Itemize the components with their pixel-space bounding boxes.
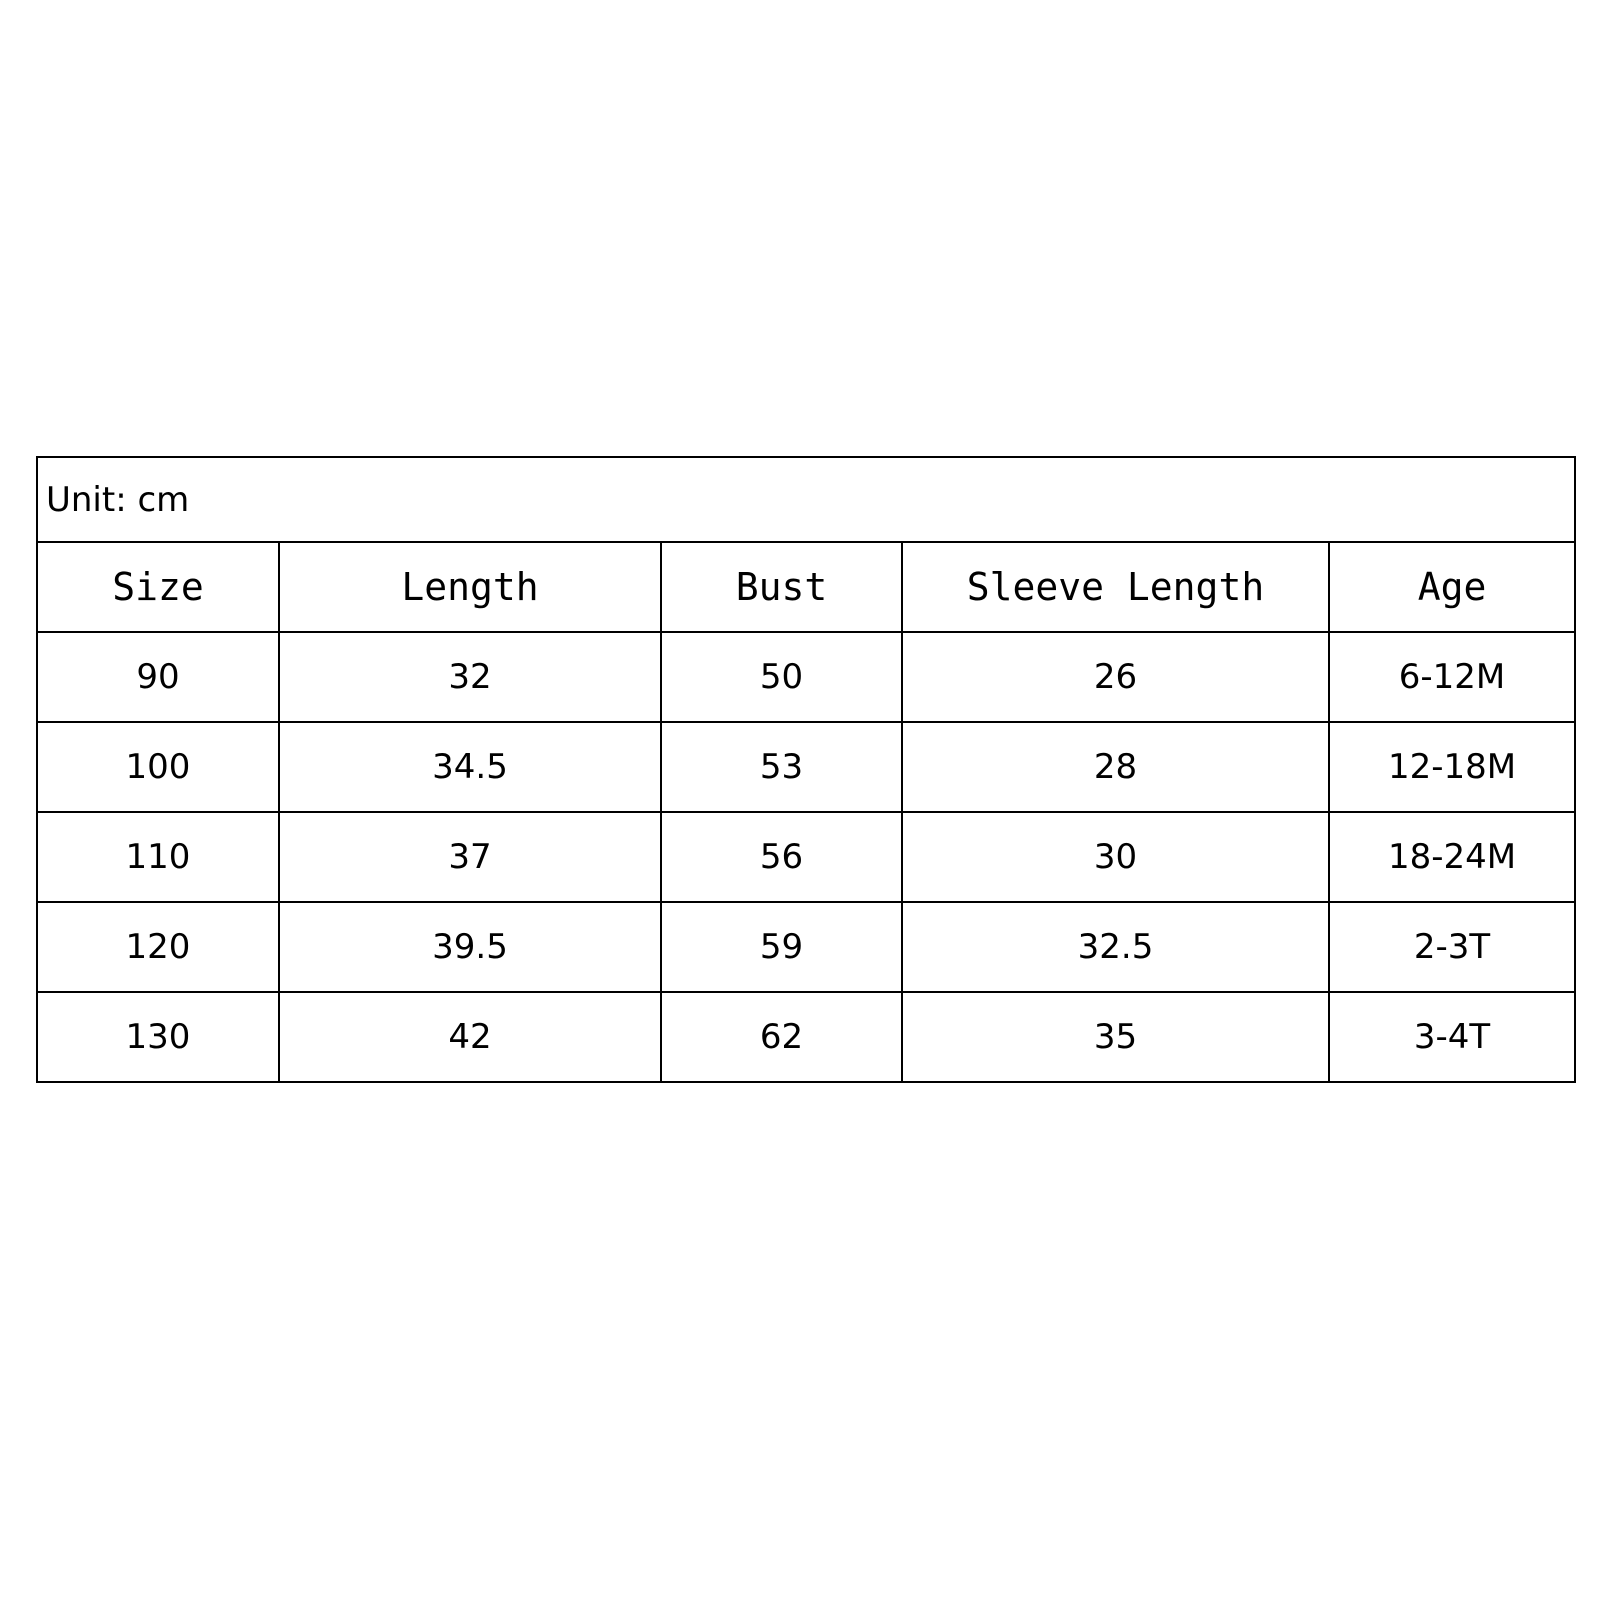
cell-sleeve-length: 30 <box>902 812 1329 902</box>
cell-bust: 62 <box>661 992 902 1082</box>
cell-age: 12-18M <box>1329 722 1575 812</box>
cell-age: 3-4T <box>1329 992 1575 1082</box>
cell-length: 32 <box>279 632 661 722</box>
cell-age: 2-3T <box>1329 902 1575 992</box>
cell-size: 100 <box>37 722 279 812</box>
header-length: Length <box>279 542 661 632</box>
table-row <box>37 992 1575 1082</box>
table-row <box>37 722 1575 812</box>
cell-age: 6-12M <box>1329 632 1575 722</box>
cell-bust: 50 <box>661 632 902 722</box>
cell-sleeve-length: 28 <box>902 722 1329 812</box>
cell-size: 130 <box>37 992 279 1082</box>
cell-sleeve-length: 26 <box>902 632 1329 722</box>
header-size: Size <box>37 542 279 632</box>
cell-bust: 59 <box>661 902 902 992</box>
cell-size: 110 <box>37 812 279 902</box>
table-row <box>37 902 1575 992</box>
cell-bust: 53 <box>661 722 902 812</box>
unit-row <box>37 457 1575 542</box>
table-row <box>37 812 1575 902</box>
table-row <box>37 632 1575 722</box>
unit-label: Unit: cm <box>37 457 1575 542</box>
header-age: Age <box>1329 542 1575 632</box>
cell-size: 90 <box>37 632 279 722</box>
cell-length: 34.5 <box>279 722 661 812</box>
cell-age: 18-24M <box>1329 812 1575 902</box>
header-row <box>37 542 1575 632</box>
cell-size: 120 <box>37 902 279 992</box>
cell-length: 42 <box>279 992 661 1082</box>
cell-bust: 56 <box>661 812 902 902</box>
header-sleeve-length: Sleeve Length <box>902 542 1329 632</box>
cell-length: 37 <box>279 812 661 902</box>
header-bust: Bust <box>661 542 902 632</box>
cell-sleeve-length: 35 <box>902 992 1329 1082</box>
cell-length: 39.5 <box>279 902 661 992</box>
size-chart-table <box>36 456 1576 1083</box>
cell-sleeve-length: 32.5 <box>902 902 1329 992</box>
